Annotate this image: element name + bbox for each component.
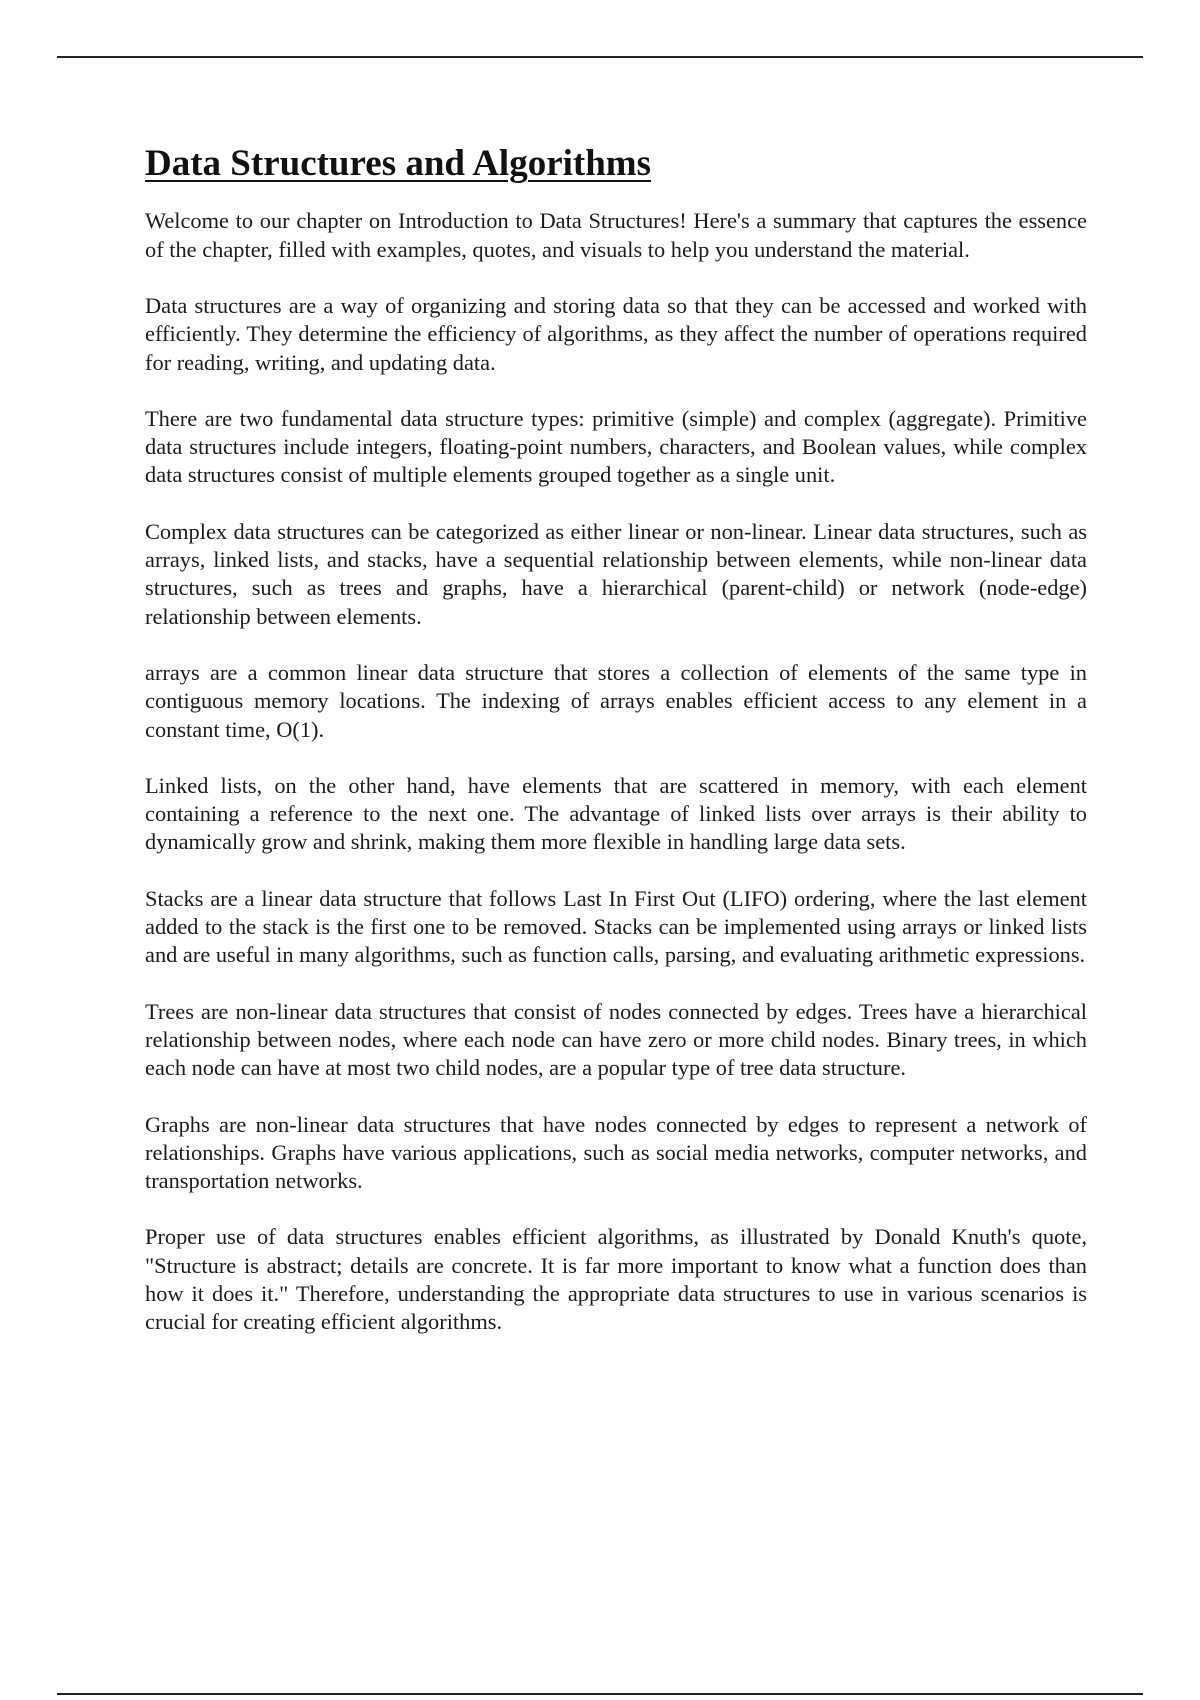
document-body <box>145 142 1087 1365</box>
paragraph-linked-lists: Linked lists, on the other hand, have elements that are scattered in memory, with each element containing a reference to the next one. The advantage of linked lists over arrays is their ability to dynamically grow and shrink, making them more flexible in handling large data sets. <box>145 772 1087 855</box>
paragraph-intro: Welcome to our chapter on Introduction to Data Structures! Here's a summary that captures the essence of the chapter, filled with examples, quotes, and visuals to help you understand the material. <box>145 208 1087 262</box>
document-title: Data Structures and Algorithms <box>145 143 652 184</box>
footer-rule <box>57 1693 1143 1695</box>
header-rule <box>57 56 1143 58</box>
paragraph-graphs: Graphs are non-linear data structures that have nodes connected by edges to represent a network of relationships. Graphs have various applications, such as social media networks, computer networks, and transportation networks. <box>145 1111 1087 1194</box>
paragraph-linear-nonlinear: Complex data structures can be categorized as either linear or non-linear. Linear data structures, such as arrays, linked lists, and stacks, have a sequential relationship between elements, while non-linear data structures, such as trees and graphs, have a hierarchical (parent-child) or network (node-edge) relationship between elements. <box>145 518 1087 629</box>
paragraph-trees: Trees are non-linear data structures that consist of nodes connected by edges. Trees have a hierarchical relationship between nodes, where each node can have zero or more child nodes. Binary trees, in which each node can have at most two child nodes, are a popular type of tree data structure. <box>145 998 1087 1081</box>
paragraph-types: There are two fundamental data structure types: primitive (simple) and complex (aggregate). Primitive data structures include integers, floating-point numbers, characters, and Boolean values, while complex data structures consist of multiple elements grouped together as a single unit. <box>145 405 1087 488</box>
paragraph-stacks: Stacks are a linear data structure that follows Last In First Out (LIFO) ordering, where the last element added to the stack is the first one to be removed. Stacks can be implemented using arrays or linked lists and are useful in many algorithms, such as function calls, parsing, and evaluating arithmetic expressions. <box>145 885 1087 968</box>
paragraph-definition: Data structures are a way of organizing and storing data so that they can be accessed and worked with efficiently. They determine the efficiency of algorithms, as they affect the number of operations required for reading, writing, and updating data. <box>145 292 1087 375</box>
paragraph-conclusion: Proper use of data structures enables efficient algorithms, as illustrated by Donald Knuth's quote, "Structure is abstract; details are concrete. It is far more important to know what a function does than how it does it." Therefore, understanding the appropriate data structures to use in various scenarios is crucial for creating efficient algorithms. <box>145 1224 1087 1335</box>
paragraph-arrays: arrays are a common linear data structure that stores a collection of elements of the same type in contiguous memory locations. The indexing of arrays enables efficient access to any element in a constant time, O(1). <box>145 659 1087 742</box>
